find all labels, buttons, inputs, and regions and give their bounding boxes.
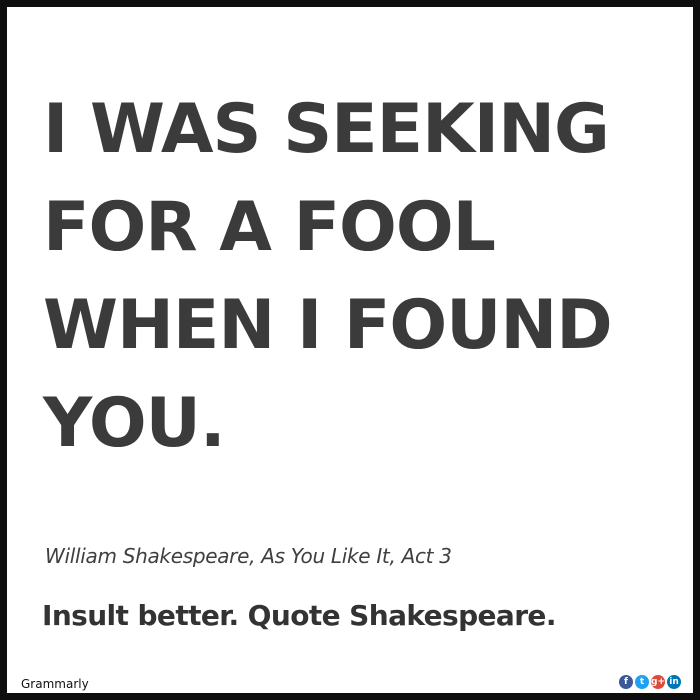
quote-line: WHEN I FOUND	[43, 286, 612, 365]
quote-line: FOR A FOOL	[43, 188, 495, 267]
google-plus-icon[interactable]: g+	[651, 677, 665, 687]
twitter-icon[interactable]: t	[635, 675, 649, 689]
quote-line: I WAS SEEKING	[43, 90, 609, 169]
quote-attribution: William Shakespeare, As You Like It, Act 3	[45, 544, 452, 568]
quote-line: YOU.	[43, 384, 225, 463]
social-icons	[619, 675, 681, 689]
tagline: Insult better. Quote Shakespeare.	[42, 599, 556, 632]
facebook-icon[interactable]: f	[619, 675, 633, 689]
brand-name: Grammarly	[21, 677, 89, 691]
linkedin-icon[interactable]: in	[667, 675, 681, 689]
quote-text	[43, 81, 683, 473]
